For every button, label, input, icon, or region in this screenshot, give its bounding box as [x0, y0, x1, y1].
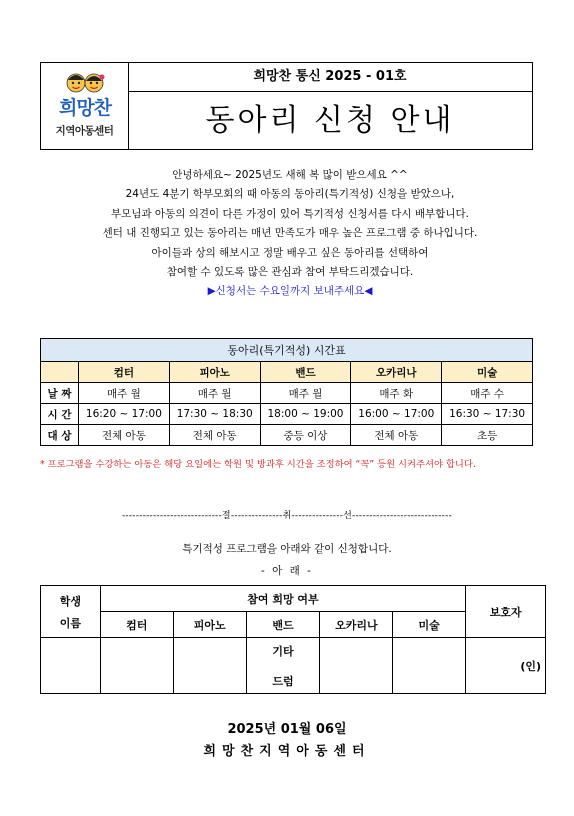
- column-header: 밴드: [260, 362, 351, 383]
- computer-choice-cell[interactable]: [100, 638, 173, 694]
- application-statement: 특기적성 프로그램을 아래와 같이 신청합니다.: [182, 543, 392, 555]
- intro-line: 24년도 4분기 학부모회의 때 아동의 동아리(특기적성) 신청을 받았으나,: [125, 188, 455, 201]
- kids-faces-icon: [64, 69, 106, 95]
- drum-option: 드럼: [272, 674, 294, 688]
- intro-line: 센터 내 진행되고 있는 동아리는 매년 만족도가 매우 높은 프로그램 중 하나입니다.: [102, 227, 478, 240]
- piano-choice-cell[interactable]: [173, 638, 246, 694]
- page-title: 동아리 신청 안내: [205, 103, 455, 138]
- table-cell: 전체 아동: [351, 425, 442, 446]
- column-header: 피아노: [169, 362, 260, 383]
- table-cell: 16:00 ~ 17:00: [351, 404, 442, 425]
- intro-message: [60, 166, 520, 302]
- row-header: 시 간: [41, 404, 79, 425]
- logo-name: 희망찬: [58, 97, 112, 119]
- table-cell: 16:30 ~ 17:30: [442, 404, 533, 425]
- table-cell: 전체 아동: [169, 425, 260, 446]
- art-choice-cell[interactable]: [393, 638, 466, 694]
- table-cell: 매주 수: [442, 383, 533, 404]
- table-cell: 중등 이상: [260, 425, 351, 446]
- intro-line: 참여할 수 있도록 많은 관심과 참여 부탁드리겠습니다.: [166, 266, 414, 279]
- student-name-header: [41, 586, 101, 638]
- table-cell: 16:20 ~ 17:00: [79, 404, 170, 425]
- column-header: 오카리나: [351, 362, 442, 383]
- table-cell: 전체 아동: [79, 425, 170, 446]
- center-logo: [41, 63, 129, 149]
- attendance-notice: * 프로그램을 수강하는 아동은 해당 요일에는 학원 및 방과후 시간을 조정하여 “꼭” 등원 시켜주셔야 합니다.: [40, 459, 476, 470]
- application-table: [40, 585, 546, 694]
- corner-cell: [41, 362, 79, 383]
- table-cell: 17:30 ~ 18:30: [169, 404, 260, 425]
- table-cell: 18:00 ~ 19:00: [260, 404, 351, 425]
- option-header: 미술: [393, 612, 466, 638]
- deadline-note: ▶신청서는 수요일까지 보내주세요◀: [207, 285, 373, 298]
- guitar-option: 기타: [272, 644, 294, 658]
- cut-line: -----------------------------절---------------취---------------선-----------------------------: [121, 511, 453, 521]
- participation-header: 참여 희망 여부: [100, 586, 465, 612]
- column-header: 미술: [442, 362, 533, 383]
- option-header: 피아노: [173, 612, 246, 638]
- guardian-signature-field[interactable]: [466, 638, 546, 694]
- issue-date: 2025년 01월 06일: [227, 722, 347, 737]
- schedule-title: 동아리(특기적성) 시간표: [41, 339, 533, 362]
- issue-number: 희망찬 통신 2025 - 01호: [128, 63, 532, 92]
- intro-line: 안녕하세요~ 2025년도 새해 복 많이 받으세요 ^^: [172, 169, 408, 181]
- option-header: 컴터: [100, 612, 173, 638]
- name-label: 이름: [59, 616, 82, 630]
- table-cell: 매주 월: [260, 383, 351, 404]
- option-header: 오카리나: [320, 612, 393, 638]
- student-label: 학생: [59, 594, 82, 608]
- logo-subtitle: 지역아동센터: [55, 125, 114, 137]
- guardian-header: 보호자: [466, 586, 546, 638]
- schedule-table: [40, 338, 533, 446]
- student-name-field[interactable]: [41, 638, 101, 694]
- table-cell: 매주 월: [79, 383, 170, 404]
- band-choice-cell[interactable]: [246, 638, 320, 694]
- table-row: [41, 383, 533, 404]
- table-row: [41, 425, 533, 446]
- below-heading: - 아 래 -: [261, 565, 313, 577]
- intro-line: 부모님과 아동의 의견이 다른 가정이 있어 특기적성 신청서를 다시 배부합니다.: [111, 207, 469, 220]
- column-header: 컴터: [79, 362, 170, 383]
- table-cell: 초등: [442, 425, 533, 446]
- option-header: 밴드: [246, 612, 320, 638]
- seal-mark: (인): [520, 659, 541, 673]
- table-row: [41, 404, 533, 425]
- table-cell: 매주 화: [351, 383, 442, 404]
- newsletter-header: [40, 62, 533, 150]
- ocarina-choice-cell[interactable]: [320, 638, 393, 694]
- intro-line: 아이들과 상의 해보시고 정말 배우고 싶은 동아리를 선택하여: [151, 246, 429, 259]
- center-name: 희망찬지역아동센터: [203, 744, 371, 759]
- row-header: 대 상: [41, 425, 79, 446]
- table-cell: 매주 월: [169, 383, 260, 404]
- row-header: 날 짜: [41, 383, 79, 404]
